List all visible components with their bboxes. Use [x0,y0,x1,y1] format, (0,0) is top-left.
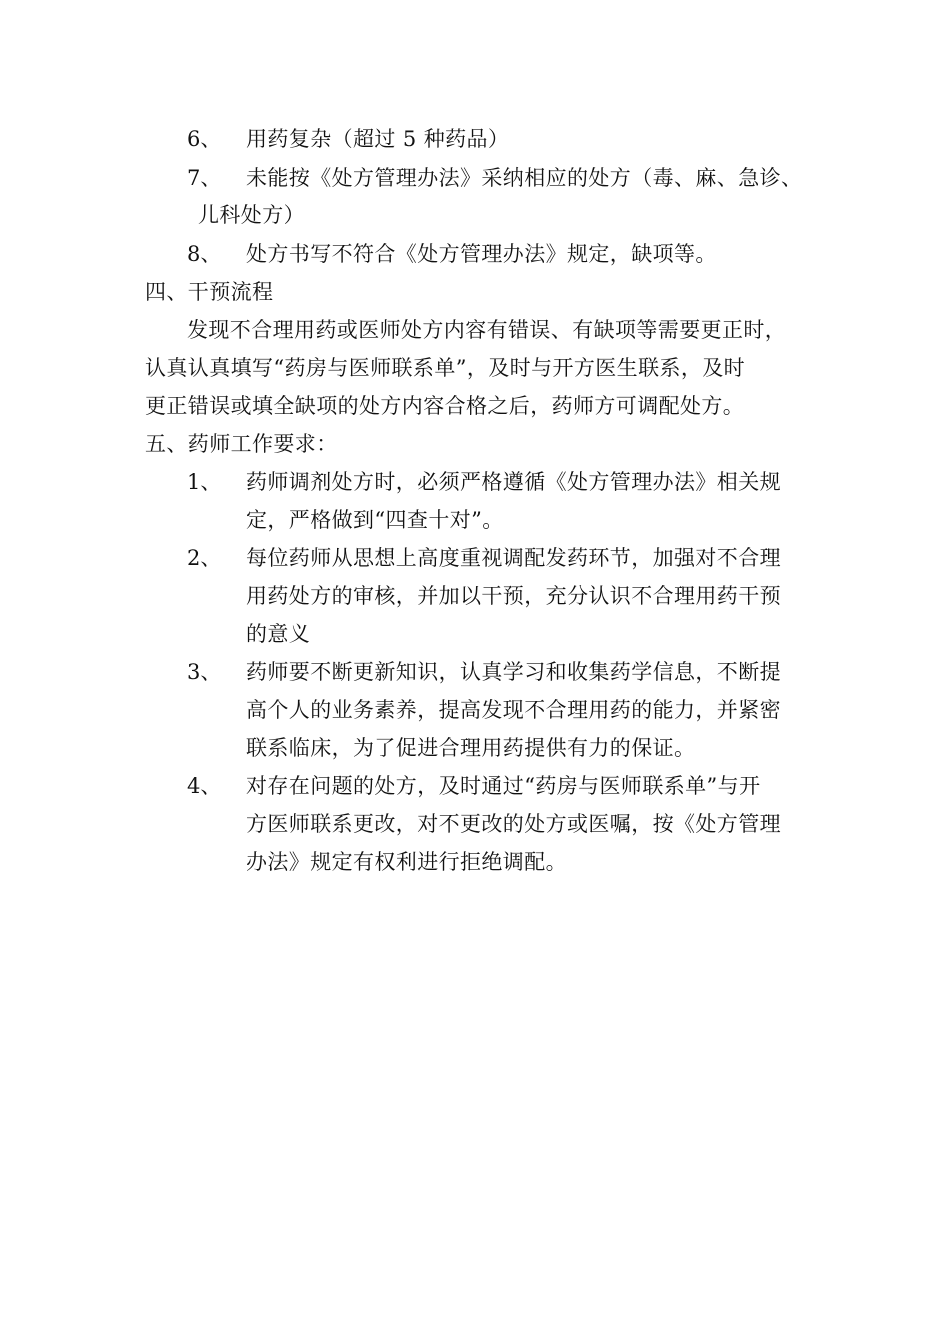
list-item-text: 儿科处方） [198,203,305,227]
list-item-text: 联系临床，为了促进合理用药提供有力的保证。 [246,736,696,760]
list-item-text: 定，严格做到“四查十对”。 [246,508,504,532]
list-item-text: 用药复杂（超过 5 种药品） [246,127,510,151]
list-item-number: 6、 [187,127,222,151]
list-item-number: 7、 [187,166,222,190]
section-heading: 四、干预流程 [145,280,274,304]
list-item-text: 未能按《处方管理办法》采纳相应的处方（毒、麻、急诊、 [246,166,803,190]
list-item-text: 药师调剂处方时，必须严格遵循《处方管理办法》相关规 [246,470,781,494]
paragraph-line: 发现不合理用药或医师处方内容有错误、有缺项等需要更正时， [187,318,787,342]
list-item-text: 高个人的业务素养，提高发现不合理用药的能力，并紧密 [246,698,781,722]
list-item-text: 药师要不断更新知识，认真学习和收集药学信息，不断提 [246,660,781,684]
paragraph-line: 更正错误或填全缺项的处方内容合格之后，药师方可调配处方。 [145,394,745,418]
paragraph-line: 认真认真填写“药房与医师联系单”，及时与开方医生联系，及时 [145,356,746,380]
list-item-text: 用药处方的审核，并加以干预，充分认识不合理用药干预 [246,584,781,608]
list-item-number: 3、 [187,660,222,684]
list-item-number: 2、 [187,546,222,570]
list-item-text: 的意义 [246,622,311,646]
list-item-number: 4、 [187,774,222,798]
list-item-number: 8、 [187,242,222,266]
section-heading: 五、药师工作要求： [145,432,338,456]
list-item-text: 办法》规定有权利进行拒绝调配。 [246,850,567,874]
list-item-text: 每位药师从思想上高度重视调配发药环节，加强对不合理 [246,546,781,570]
list-item-text: 方医师联系更改，对不更改的处方或医嘱，按《处方管理 [246,812,781,836]
list-item-text: 对存在问题的处方，及时通过“药房与医师联系单”与开 [246,774,761,798]
list-item-number: 1、 [187,470,222,494]
list-item-text: 处方书写不符合《处方管理办法》规定，缺项等。 [246,242,717,266]
